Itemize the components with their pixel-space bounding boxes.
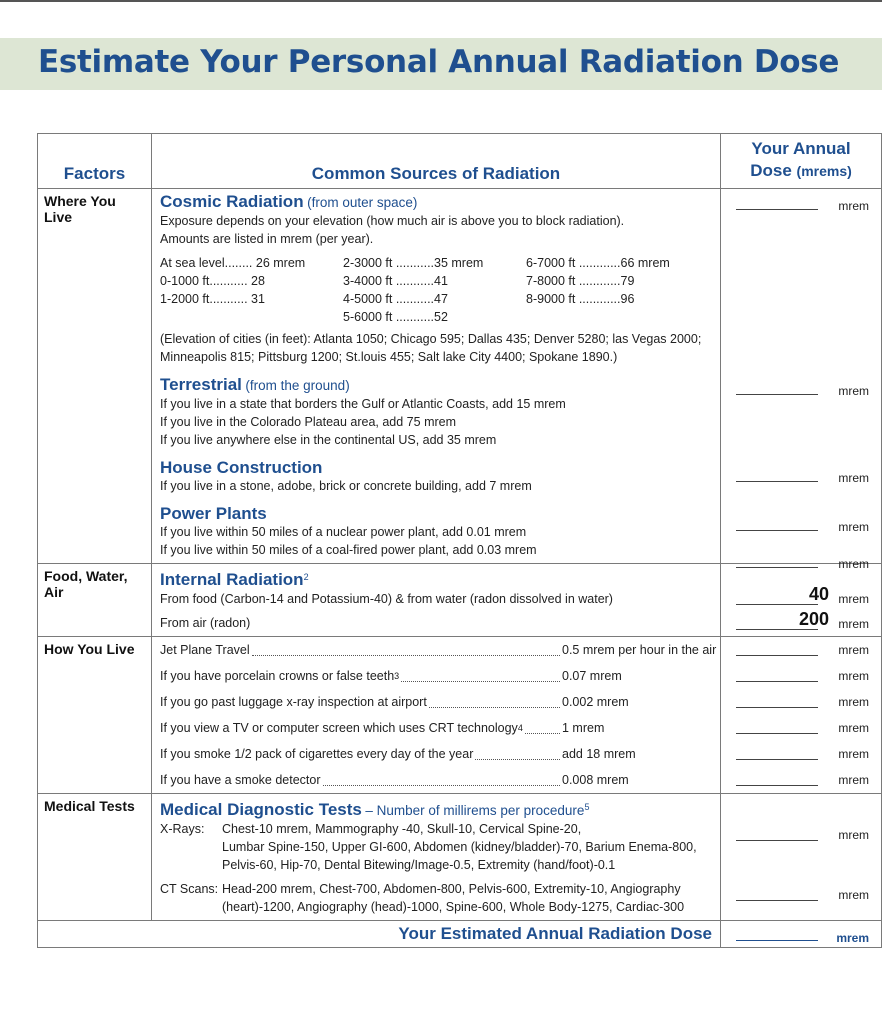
medical-sub: – Number of millirems per procedure [365, 803, 585, 819]
terrestrial-line: If you live in the Colorado Plateau area, add 75 mrem [160, 415, 457, 429]
item-amount: 0.5 mrem per hour in the air [562, 643, 717, 658]
total-row [38, 921, 882, 948]
terrestrial-dose-blank[interactable] [736, 394, 818, 395]
unit-label: mrem [838, 557, 869, 571]
ct-dose-blank[interactable] [736, 900, 818, 901]
title-banner [0, 38, 882, 90]
unit-label: mrem [838, 199, 869, 213]
food-dose-cell [721, 564, 882, 637]
power-line: If you live within 50 miles of a coal-fired power plant, add 0.03 mrem [160, 543, 537, 557]
live-dose-blank[interactable] [736, 785, 818, 786]
cities-line2: Minneapolis 815; Pittsburg 1200; St.louis 455; Salt lake City 4400; Spokane 1890.) [160, 350, 618, 364]
elev-item: At sea level........ 26 mrem [160, 256, 306, 270]
header-row [38, 134, 882, 189]
terrestrial-line: If you live anywhere else in the continental US, add 35 mrem [160, 433, 497, 447]
elevation-grid [160, 254, 712, 326]
live-sources [152, 637, 721, 794]
live-dose-blank[interactable] [736, 681, 818, 682]
item-label: If you view a TV or computer screen which uses CRT technology [160, 721, 518, 736]
air-dose-value: 200 [798, 609, 829, 629]
factor-where-you-live: Where You Live [38, 189, 152, 564]
factor-medical: Medical Tests [38, 794, 152, 921]
unit-label: mrem [838, 747, 869, 762]
xray-dose-blank[interactable] [736, 840, 818, 841]
header-factors: Factors [38, 134, 152, 189]
item-amount: add 18 mrem [562, 747, 636, 762]
nuclear-dose-blank[interactable] [736, 530, 818, 531]
unit-label: mrem [838, 828, 869, 843]
footnote-mark: 2 [303, 572, 309, 582]
house-block [160, 459, 712, 495]
cosmic-desc1: Exposure depends on your elevation (how much air is above you to block radiation). [160, 214, 625, 228]
house-dose-blank[interactable] [736, 481, 818, 482]
total-label: Your Estimated Annual Radiation Dose [38, 921, 721, 948]
factor-food: Food, Water, Air [38, 564, 152, 637]
elev-item: 6-7000 ft ............66 mrem [526, 256, 670, 270]
item-label: If you have porcelain crowns or false teeth [160, 669, 395, 684]
live-dose-cell [721, 637, 882, 794]
section-where-you-live [38, 189, 882, 564]
total-dose-cell [721, 921, 882, 948]
live-dose-blank[interactable] [736, 733, 818, 734]
food-line: From food (Carbon-14 and Potassium-40) & from water (radon dissolved in water) [160, 592, 613, 607]
medical-title: Medical Diagnostic Tests [160, 800, 362, 820]
air-dose-blank[interactable] [736, 629, 818, 630]
ct-block [160, 880, 712, 916]
elev-item: 0-1000 ft........... 28 [160, 274, 265, 288]
top-rule [0, 0, 882, 2]
unit-label: mrem [838, 520, 869, 534]
house-line: If you live in a stone, adobe, brick or concrete building, add 7 mrem [160, 479, 532, 493]
item-amount: 0.002 mrem [562, 695, 629, 710]
cosmic-dose-blank[interactable] [736, 209, 818, 210]
header-dose [721, 134, 882, 189]
section-how-you-live [38, 637, 882, 794]
item-amount: 0.008 mrem [562, 773, 629, 788]
unit-label: mrem [838, 695, 869, 710]
list-item [160, 741, 712, 767]
elev-item: 3-4000 ft ...........41 [343, 274, 448, 288]
item-amount: 0.07 mrem [562, 669, 622, 684]
section-food [38, 564, 882, 637]
elev-item: 8-9000 ft ............96 [526, 292, 635, 306]
unit-label: mrem [838, 888, 869, 903]
elev-item: 1-2000 ft........... 31 [160, 292, 265, 306]
header-dose-line2: Dose [750, 161, 792, 180]
live-dose-blank[interactable] [736, 655, 818, 656]
internal-title: Internal Radiation [160, 570, 304, 590]
unit-label: mrem [838, 384, 869, 398]
header-sources: Common Sources of Radiation [152, 134, 721, 189]
xray-label: X-Rays: [160, 822, 205, 837]
footnote-mark: 4 [517, 723, 523, 734]
power-title: Power Plants [160, 504, 267, 523]
list-item [160, 663, 712, 689]
unit-label: mrem [838, 773, 869, 788]
radiation-dose-table [37, 133, 882, 948]
xray-block [160, 820, 712, 874]
food-dose-value: 40 [808, 584, 829, 604]
house-title: House Construction [160, 458, 323, 477]
unit-label: mrem [838, 617, 869, 631]
xray-line: Lumbar Spine-150, Upper GI-600, Abdomen (kidney/bladder)-70, Barium Enema-800, [222, 840, 697, 855]
unit-label: mrem [838, 471, 869, 485]
unit-label: mrem [838, 721, 869, 736]
ct-line: (heart)-1200, Angiography (head)-1000, Spine-600, Whole Body-1275, Cardiac-300 [222, 900, 685, 915]
live-dose-blank[interactable] [736, 759, 818, 760]
item-label: If you have a smoke detector [160, 773, 321, 788]
item-label: Jet Plane Travel [160, 643, 250, 658]
where-sources [152, 189, 721, 564]
header-dose-line1: Your Annual [751, 139, 851, 158]
where-dose-cell [721, 189, 882, 571]
unit-label: mrem [838, 669, 869, 684]
list-item [160, 689, 712, 715]
unit-label: mrem [838, 643, 869, 658]
cosmic-block [160, 193, 712, 366]
header-dose-unit: (mrems) [796, 163, 852, 179]
item-label: If you go past luggage x-ray inspection at airport [160, 695, 427, 710]
air-line: From air (radon) [160, 616, 251, 631]
list-item [160, 637, 717, 663]
elev-item: 4-5000 ft ...........47 [343, 292, 448, 306]
page-title: Estimate Your Personal Annual Radiation Dose [38, 44, 840, 80]
elev-item: 5-6000 ft ...........52 [343, 310, 448, 324]
cosmic-title: Cosmic Radiation [160, 192, 304, 211]
elev-item: 7-8000 ft ............79 [526, 274, 635, 288]
item-label: If you smoke 1/2 pack of cigarettes every day of the year [160, 747, 474, 762]
terrestrial-title: Terrestrial [160, 375, 242, 394]
ct-line: Head-200 mrem, Chest-700, Abdomen-800, Pelvis-600, Extremity-10, Angiography [222, 882, 681, 897]
elev-item: 2-3000 ft ...........35 mrem [343, 256, 484, 270]
factor-how-you-live: How You Live [38, 637, 152, 794]
list-item [160, 715, 712, 741]
footnote-mark: 3 [394, 671, 400, 682]
cities-line1: (Elevation of cities (in feet): Atlanta 1050; Chicago 595; Dallas 435; Denver 5280; las Vegas 2000; [160, 332, 702, 346]
list-item [160, 767, 712, 793]
unit-label: mrem [838, 592, 869, 606]
total-unit: mrem [836, 931, 869, 946]
medical-dose-cell [721, 794, 882, 921]
food-dose-blank[interactable] [736, 604, 818, 605]
total-dose-blank[interactable] [736, 940, 818, 941]
food-sources [152, 564, 721, 637]
medical-sources [152, 794, 721, 921]
power-line: If you live within 50 miles of a nuclear power plant, add 0.01 mrem [160, 525, 527, 539]
cosmic-sub: (from outer space) [307, 195, 418, 210]
xray-line: Chest-10 mrem, Mammography -40, Skull-10, Cervical Spine-20, [222, 822, 582, 837]
item-amount: 1 mrem [562, 721, 605, 736]
power-block [160, 505, 712, 559]
footnote-mark: 5 [584, 802, 590, 813]
section-medical [38, 794, 882, 921]
terrestrial-block [160, 376, 712, 449]
ct-label: CT Scans: [160, 882, 219, 897]
cosmic-desc2: Amounts are listed in mrem (per year). [160, 232, 374, 246]
terrestrial-sub: (from the ground) [245, 378, 350, 393]
terrestrial-line: If you live in a state that borders the Gulf or Atlantic Coasts, add 15 mrem [160, 397, 566, 411]
xray-line: Pelvis-60, Hip-70, Dental Bitewing/Image-0.5, Extremity (hand/foot)-0.1 [222, 858, 616, 873]
live-dose-blank[interactable] [736, 707, 818, 708]
